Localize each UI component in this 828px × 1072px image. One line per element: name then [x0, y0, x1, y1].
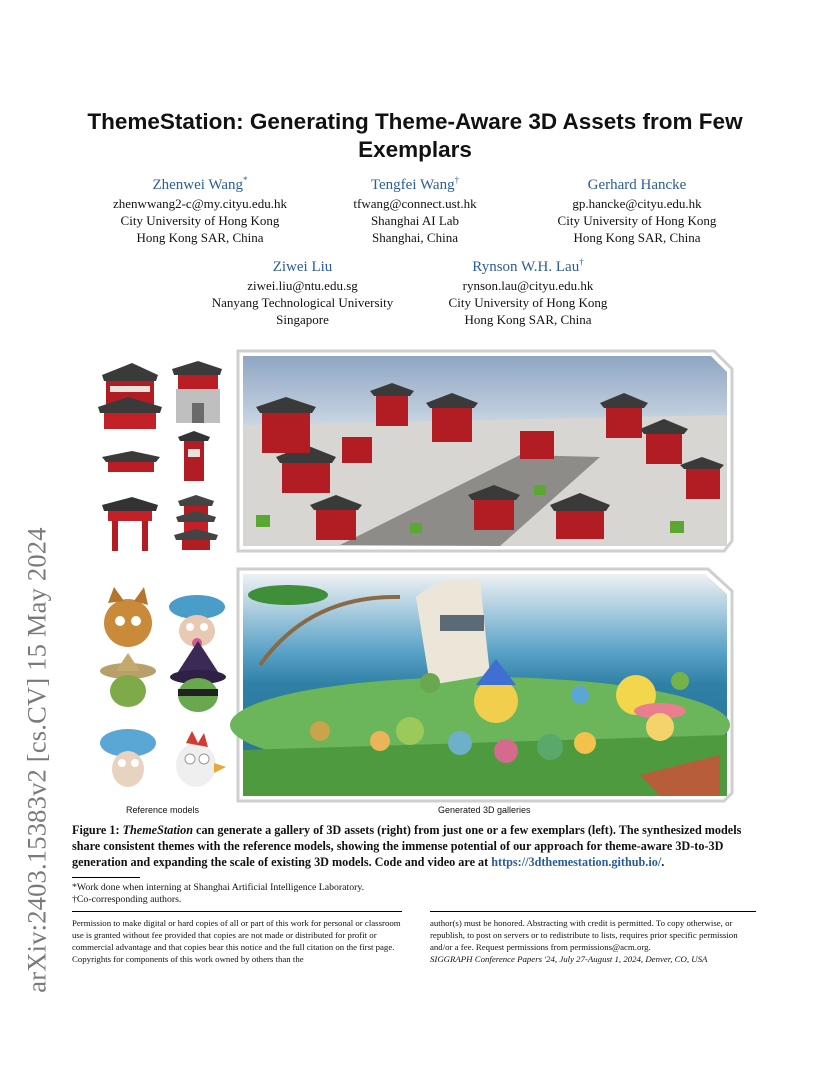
building-icon	[178, 431, 210, 481]
creature-icon	[100, 729, 156, 787]
author-affiliation: Shanghai AI Lab	[370, 213, 460, 228]
author-block	[95, 176, 305, 246]
author-block	[190, 258, 415, 328]
permission-text-right	[430, 917, 756, 965]
author-email[interactable]: ziwei.liu@ntu.edu.sg	[247, 278, 358, 293]
figure-caption	[72, 822, 758, 870]
teaser-figure	[80, 345, 750, 820]
caption-method-name: ThemeStation	[122, 823, 193, 837]
author-email[interactable]: tfwang@connect.ust.hk	[353, 196, 477, 211]
footnote-corresponding: †Co-corresponding authors.	[72, 894, 182, 905]
footnote-intern: *Work done when interning at Shanghai Artificial Intelligence Laboratory.	[72, 882, 365, 893]
label-reference-models: Reference models	[126, 805, 200, 815]
creature-icon	[169, 595, 225, 648]
author-location: Hong Kong SAR, China	[464, 312, 592, 327]
generated-creature-gallery	[230, 569, 732, 801]
building-icon	[102, 451, 160, 472]
generated-town-gallery	[238, 351, 732, 551]
footnote-rule	[72, 877, 140, 878]
author-location: Hong Kong SAR, China	[573, 230, 701, 245]
permission-text-left: Permission to make digital or hard copies of all or part of this work for personal or classroom use is granted without fee provided that copies are not made or distributed for profit or commercial advantage and that copies bear this notice and the full citation on the first page. Copyrights for components of this work owned by others than the	[72, 918, 401, 964]
caption-body: can generate a gallery of 3D assets (right) from just one or a few exemplars (left). The synthesized models share consistent themes with the reference models, showing the immense potential of our approach for theme-aware 3D-to-3D generation and expanding the scale of existing 3D models. Code and video are at	[72, 823, 742, 869]
project-link[interactable]: https://3dthemestation.github.io/	[491, 855, 662, 869]
author-block	[527, 176, 747, 246]
author-name[interactable]: Tengfei Wang†	[370, 175, 460, 193]
author-block	[418, 258, 638, 328]
author-name[interactable]: Ziwei Liu	[272, 259, 333, 275]
label-generated-galleries: Generated 3D galleries	[438, 805, 531, 815]
author-name[interactable]: Rynson W.H. Lau†	[472, 257, 584, 275]
creature-icon	[104, 587, 152, 647]
building-icon	[102, 497, 158, 551]
caption-lead: Figure 1:	[72, 823, 123, 837]
reference-creature-models	[100, 587, 226, 787]
author-affiliation: Nanyang Technological University	[211, 295, 394, 310]
author-email[interactable]: gp.hancke@cityu.edu.hk	[572, 196, 702, 211]
author-affiliation: City University of Hong Kong	[448, 295, 608, 310]
creature-icon	[170, 641, 226, 712]
author-affiliation: City University of Hong Kong	[557, 213, 717, 228]
creature-icon	[176, 731, 226, 787]
author-name[interactable]: Zhenwei Wang*	[152, 175, 248, 193]
author-block	[310, 176, 520, 246]
permission-rule-left	[72, 911, 402, 912]
arxiv-stamp	[14, 255, 60, 993]
conference-venue: SIGGRAPH Conference Papers '24, July 27-August 1, 2024, Denver, CO, USA	[430, 954, 708, 964]
caption-end: .	[661, 855, 665, 869]
author-affiliation: City University of Hong Kong	[120, 213, 280, 228]
building-icon	[174, 495, 218, 550]
arxiv-id: arXiv:2403.15383v2 [cs.CV] 15 May 2024	[21, 527, 52, 993]
author-location: Singapore	[276, 312, 329, 327]
building-icon	[172, 361, 222, 423]
permission-text-right-body: author(s) must be honored. Abstracting with credit is permitted. To copy otherwise, or republish, to post on servers or to redistribute to lists, requires prior specific permission and/or a fee. Request permissions from permissions@acm.org.	[430, 918, 738, 952]
author-location: Hong Kong SAR, China	[136, 230, 264, 245]
paper-title: ThemeStation: Generating Theme-Aware 3D Assets from Few Exemplars	[87, 109, 743, 162]
author-name[interactable]: Gerhard Hancke	[587, 177, 687, 193]
building-icon	[98, 363, 162, 429]
reference-building-models	[98, 361, 222, 551]
creature-icon	[100, 653, 156, 707]
author-email[interactable]: rynson.lau@cityu.edu.hk	[462, 278, 594, 293]
permission-rule-right	[430, 911, 756, 912]
author-location: Shanghai, China	[372, 230, 458, 245]
author-email[interactable]: zhenwwang2-c@my.cityu.edu.hk	[113, 196, 287, 211]
